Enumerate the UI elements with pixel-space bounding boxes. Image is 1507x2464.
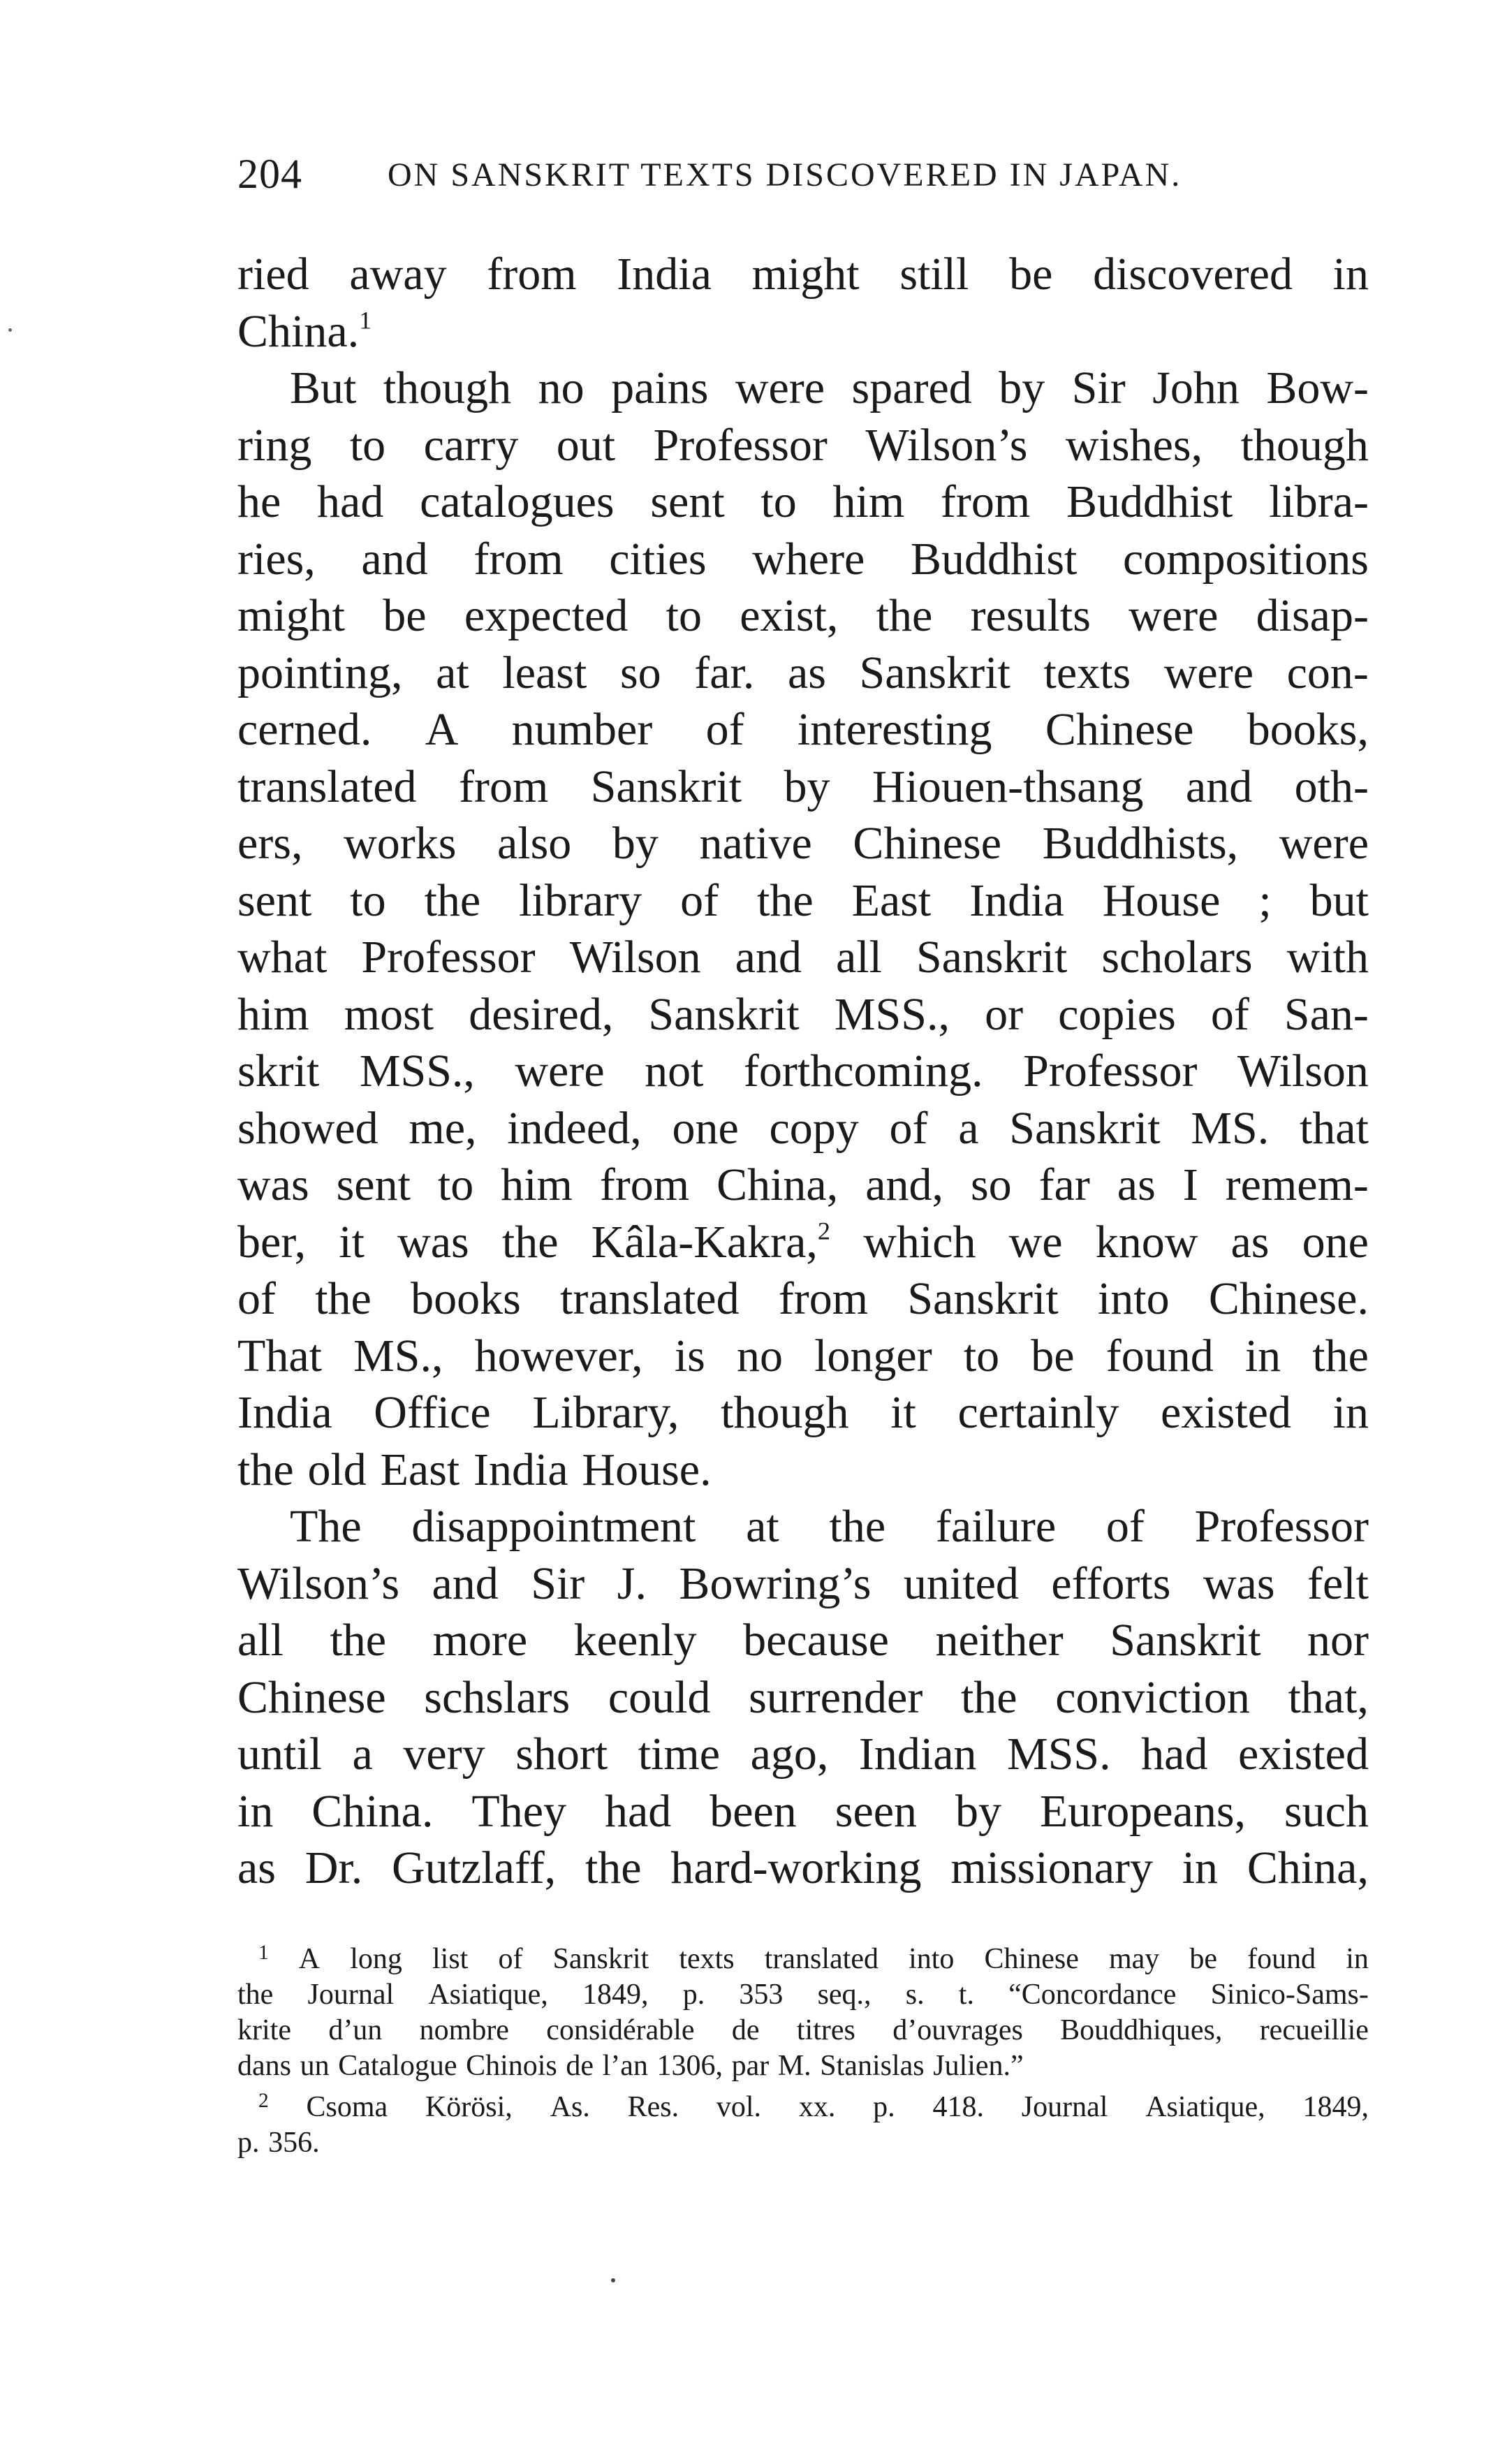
text-line: The disappointment at the failure of Professor [290,1501,1369,1552]
text-line: was sent to him from China, and, so far as I remem- [237,1159,1369,1210]
text-line: showed me, indeed, one copy of a Sanskrit MS. that [237,1102,1369,1154]
bottom-speck [611,2278,615,2282]
text-line: he had catalogues sent to him from Buddhist libra- [237,476,1369,527]
footnote-line: dans un Catalogue Chinois de l’an 1306, par M. Stanislas Julien.” [237,2050,1024,2082]
footnotes [237,1942,1369,2161]
footnote-line: p. 356. [237,2127,320,2159]
text-line: in China. They had been seen by Europeans, such [237,1785,1369,1837]
text-line: ried away from India might still be discovered in [237,249,1369,300]
text-line: as Dr. Gutzlaff, the hard-working missionary in China, [237,1842,1369,1893]
text-line: China.$^1$ [237,305,372,357]
text-line: skrit MSS., were not forthcoming. Professor Wilson [237,1046,1369,1097]
footnote-marker[interactable]: 1 [359,306,372,335]
margin-speck [8,328,12,332]
text-line: That MS., however, is no longer to be found in the [237,1330,1369,1381]
body-text [237,246,1369,1897]
footnote-line: $^1$ A long list of Sanskrit texts translated into Chinese may be found in [258,1941,1369,1975]
text-line: ring to carry out Professor Wilson’s wishes, though [237,419,1369,471]
page-number: 204 [237,151,302,197]
running-head [237,150,1369,206]
text-line: might be expected to exist, the results were disap- [237,590,1369,641]
running-title: ON SANSKRIT TEXTS DISCOVERED IN JAPAN. [388,156,1182,193]
text-line: the old East India House. [237,1444,712,1495]
text-line: ber, it was the Kâla-Kakra,$^2$ which we know as one [237,1216,1369,1268]
text-line: of the books translated from Sanskrit into Chinese. [237,1273,1369,1324]
text-line: But though no pains were spared by Sir John Bow- [290,362,1369,413]
text-line: him most desired, Sanskrit MSS., or copies of San- [237,988,1369,1040]
text-line: cerned. A number of interesting Chinese books, [237,704,1369,755]
text-line: what Professor Wilson and all Sanskrit scholars with [237,932,1369,983]
footnote-marker[interactable]: 2 [817,1217,831,1245]
footnote-line: krite d’un nombre considérable de titres d’ouvrages Bouddhiques, recueillie [237,2014,1369,2046]
footnote-number: 2 [258,2089,269,2112]
text-line: ries, and from cities where Buddhist compositions [237,533,1369,585]
text-line: ers, works also by native Chinese Buddhists, were [237,818,1369,869]
text-line: Wilson’s and Sir J. Bowring’s united efforts was felt [237,1557,1369,1609]
text-line: translated from Sanskrit by Hiouen-thsang and oth- [237,761,1369,812]
footnote-line: the Journal Asiatique, 1849, p. 353 seq., s. t. “Concordance Sinico-Sams- [237,1979,1369,2011]
footnote-line: $^2$ Csoma Körösi, As. Res. vol. xx. p. 418. Journal Asiatique, 1849, [258,2089,1369,2123]
text-line: pointing, at least so far. as Sanskrit texts were con- [237,647,1369,698]
text-line: Chinese schslars could surrender the conviction that, [237,1671,1369,1723]
text-line: all the more keenly because neither Sanskrit nor [237,1615,1369,1666]
text-line: until a very short time ago, Indian MSS. had existed [237,1729,1369,1780]
text-line: sent to the library of the East India House ; but [237,874,1369,926]
text-line: India Office Library, though it certainly existed in [237,1387,1369,1438]
footnote-number: 1 [258,1941,269,1964]
